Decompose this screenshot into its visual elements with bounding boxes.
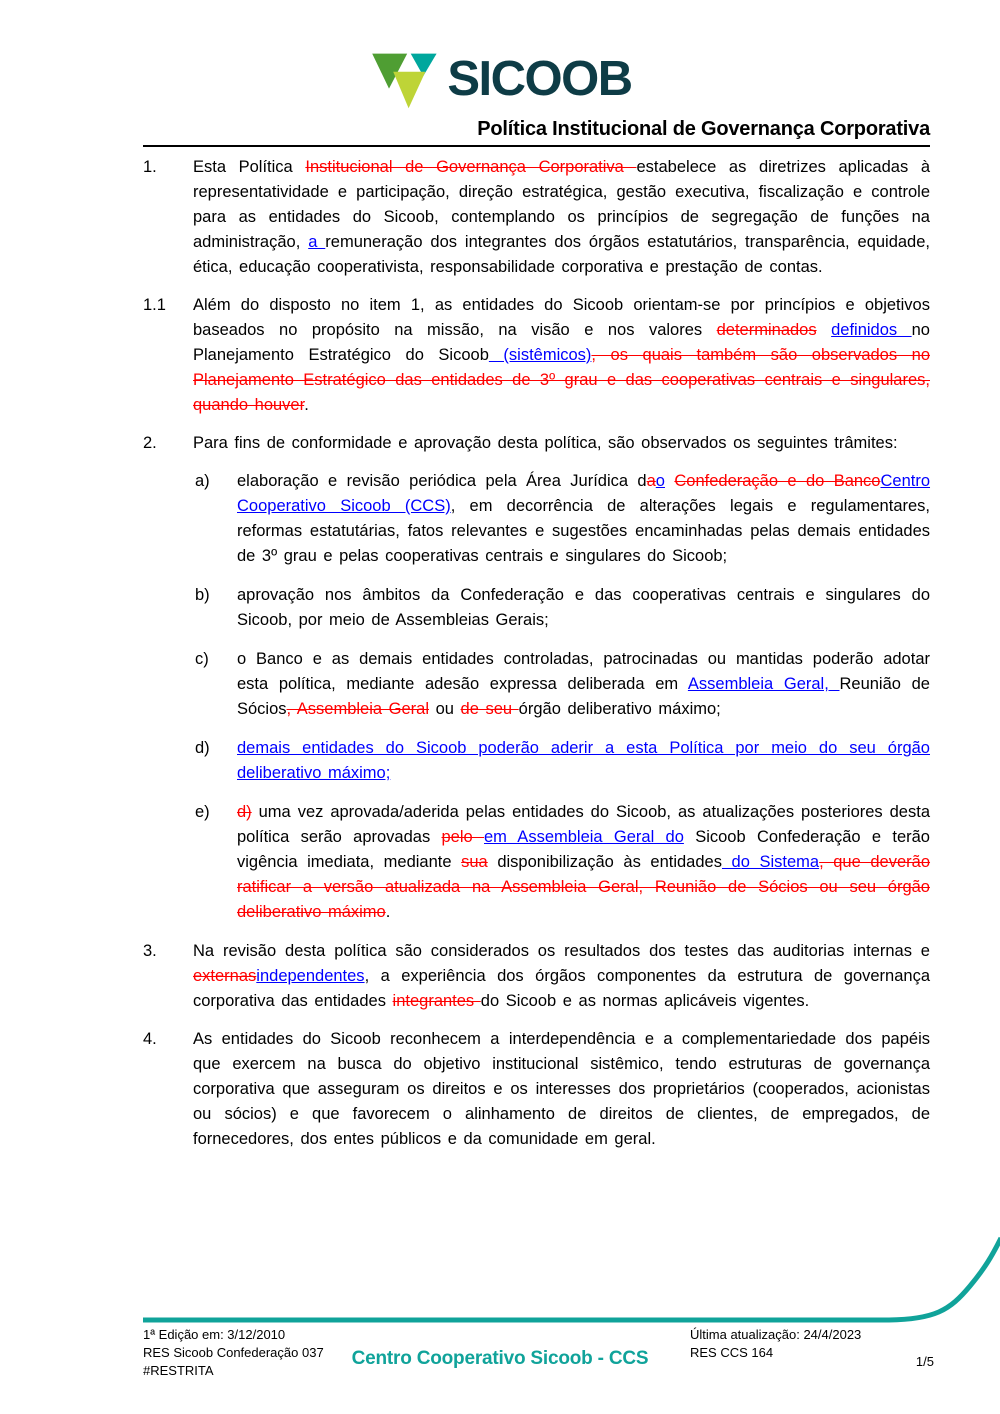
sicoob-logo <box>0 46 1000 112</box>
text-run: Sicoob Confederação e terão vigência imediata, mediante <box>237 828 930 871</box>
text-run <box>817 321 831 339</box>
text-run: Na revisão desta política são considerados os resultados dos testes das auditorias internas e <box>193 942 930 960</box>
footer-resolution: RES Sicoob Confederação 037 <box>143 1345 324 1360</box>
deleted-text: determinados <box>716 321 817 339</box>
footer-swoosh-line <box>140 1200 1000 1330</box>
text-run: órgão deliberativo máximo; <box>518 700 721 718</box>
deleted-text: a <box>646 472 656 490</box>
deleted-text: d) <box>237 803 252 821</box>
deleted-text: de seu <box>460 700 519 718</box>
item-number: 3. <box>143 942 157 960</box>
paragraph-text <box>237 647 930 722</box>
paragraph-text <box>237 800 930 925</box>
text-run: elaboração e revisão periódica pela Área Jurídica d <box>237 472 647 490</box>
text-run: do Sicoob e as normas aplicáveis vigentes. <box>480 992 810 1010</box>
deleted-text: externas <box>193 967 257 985</box>
paragraph <box>143 1027 930 1152</box>
header-divider <box>143 145 930 147</box>
deleted-text: , os quais também são observados no Planejamento Estratégico das entidades de 3º grau e das cooperativas centrais e singulares, quando houver <box>193 346 930 414</box>
paragraph-text <box>237 469 930 569</box>
inserted-text: do Sistema <box>721 853 820 871</box>
paragraph-text <box>237 736 930 786</box>
deleted-text: pelo <box>441 828 484 846</box>
list-item <box>195 583 930 633</box>
deleted-text: sua <box>461 853 488 871</box>
paragraph-text <box>237 583 930 633</box>
paragraph <box>143 155 930 280</box>
deleted-text: , que deverão ratificar a versão atualizada na Assembleia Geral, Reunião de Sócios ou seu órgão deliberativo máximo <box>237 853 931 921</box>
page-title: Política Institucional de Governança Corporativa <box>477 118 930 140</box>
inserted-text: demais entidades do Sicoob poderão aderir a esta Política por meio do seu órgão deliberativo máximo; <box>237 739 930 782</box>
inserted-text: em Assembleia Geral do <box>484 828 684 846</box>
text-run: ou <box>429 700 461 718</box>
deleted-text: integrantes <box>392 992 481 1010</box>
text-run: estabelece as diretrizes aplicadas à representatividade e participação, direção estratégica, gestão executiva, fiscalização e controle para as entidades do Sicoob, contemplando os princípios de segregação de funções na administração, <box>193 158 931 251</box>
document-header <box>0 0 1000 147</box>
inserted-text: Centro Cooperativo Sicoob (CCS) <box>237 472 931 515</box>
paragraph <box>143 939 930 1014</box>
footer-edition: 1ª Edição em: 3/12/2010 <box>143 1327 286 1342</box>
item-number: 4. <box>143 1030 157 1048</box>
footer-res-ccs: RES CCS 164 <box>690 1345 774 1360</box>
inserted-text: a <box>308 233 326 251</box>
text-run: Reunião de Sócios <box>237 675 930 718</box>
page-number: 1/5 <box>915 1354 934 1369</box>
text-run: , a experiência dos órgãos componentes da estrutura de governança corporativa das entidades <box>193 967 930 1010</box>
deleted-text: Confederação e do Banco <box>674 472 881 490</box>
text-run: Além do disposto no item 1, as entidades do Sicoob orientam-se por princípios e objetivos baseados no propósito na missão, na visão e nos valores <box>193 296 930 339</box>
paragraph <box>143 293 930 418</box>
paragraph-text <box>193 939 930 1014</box>
inserted-text: (sistêmicos) <box>488 346 592 364</box>
paragraph-text <box>193 1027 930 1152</box>
text-run: . <box>385 903 391 921</box>
footer-last-update: Última atualização: 24/4/2023 <box>690 1327 862 1342</box>
text-run <box>665 472 674 490</box>
text-run: As entidades do Sicoob reconhecem a interdependência e a complementariedade dos papéis que exercem na busca do objetivo institucional sistêmico, tendo estruturas de governança corporativa que asseguram os direitos e os interesses dos proprietários (cooperados, acionistas ou sócios) e que favorecem o alinhamento de direitos de clientes, de empregados, de fornecedores, dos entes públicos e da comunidade em geral. <box>193 1030 930 1148</box>
deleted-text: , Assembleia Geral <box>286 700 430 718</box>
item-number: c) <box>195 650 209 668</box>
text-run: o Banco e as demais entidades controladas, patrocinadas ou mantidas poderão adotar esta política, mediante adesão expressa deliberada em <box>237 650 930 693</box>
text-run: aprovação nos âmbitos da Confederação e das cooperativas centrais e singulares do Sicoob, por meio de Assembleias Gerais; <box>237 586 930 629</box>
item-number: 1.1 <box>143 296 166 314</box>
inserted-text: definidos <box>831 321 912 339</box>
item-number: 2. <box>143 434 157 452</box>
text-run: no Planejamento Estratégico do Sicoob <box>193 321 930 364</box>
text-run: disponibilização às entidades <box>487 853 722 871</box>
paragraph-list <box>143 155 930 1152</box>
paragraph <box>143 431 930 456</box>
item-number: b) <box>195 586 210 604</box>
text-run: Para fins de conformidade e aprovação desta política, são observados os seguintes trâmites: <box>193 434 898 452</box>
inserted-text: Assembleia Geral, <box>687 675 840 693</box>
item-number: d) <box>195 739 210 757</box>
item-number: e) <box>195 803 210 821</box>
sicoob-triangle-icon <box>368 48 438 111</box>
paragraph-text <box>193 155 930 280</box>
list-item <box>195 800 930 925</box>
deleted-text: Institucional de Governança Corporativa <box>305 158 637 176</box>
list-item <box>195 647 930 722</box>
item-number: 1. <box>143 158 157 176</box>
list-item <box>195 736 930 786</box>
text-run: , em decorrência de alterações legais e regulamentares, reformas estatutárias, fatos relevantes e sugestões encaminhadas pelas demais entidades de 3º grau e pelas cooperativas centrais e singulares do Sicoob; <box>237 497 930 565</box>
text-run: remuneração dos integrantes dos órgãos estatutários, transparência, equidade, ética, educação cooperativista, responsabilidade corporativa e prestação de contas. <box>193 233 930 276</box>
footer-classification: #RESTRITA <box>143 1363 214 1378</box>
text-run: uma vez aprovada/aderida pelas entidades do Sicoob, as atualizações posteriores desta política serão aprovadas <box>237 803 930 846</box>
sicoob-wordmark: SICOOB <box>447 51 632 106</box>
paragraph-text <box>193 431 930 456</box>
list-item <box>195 469 930 569</box>
text-run: . <box>304 396 309 414</box>
item-number: a) <box>195 472 210 490</box>
footer-org-name: Centro Cooperativo Sicoob - CCS <box>351 1348 649 1369</box>
paragraph-text <box>193 293 930 418</box>
inserted-text: independentes <box>256 967 365 985</box>
inserted-text: o <box>655 472 665 490</box>
text-run: Esta Política <box>193 158 306 176</box>
